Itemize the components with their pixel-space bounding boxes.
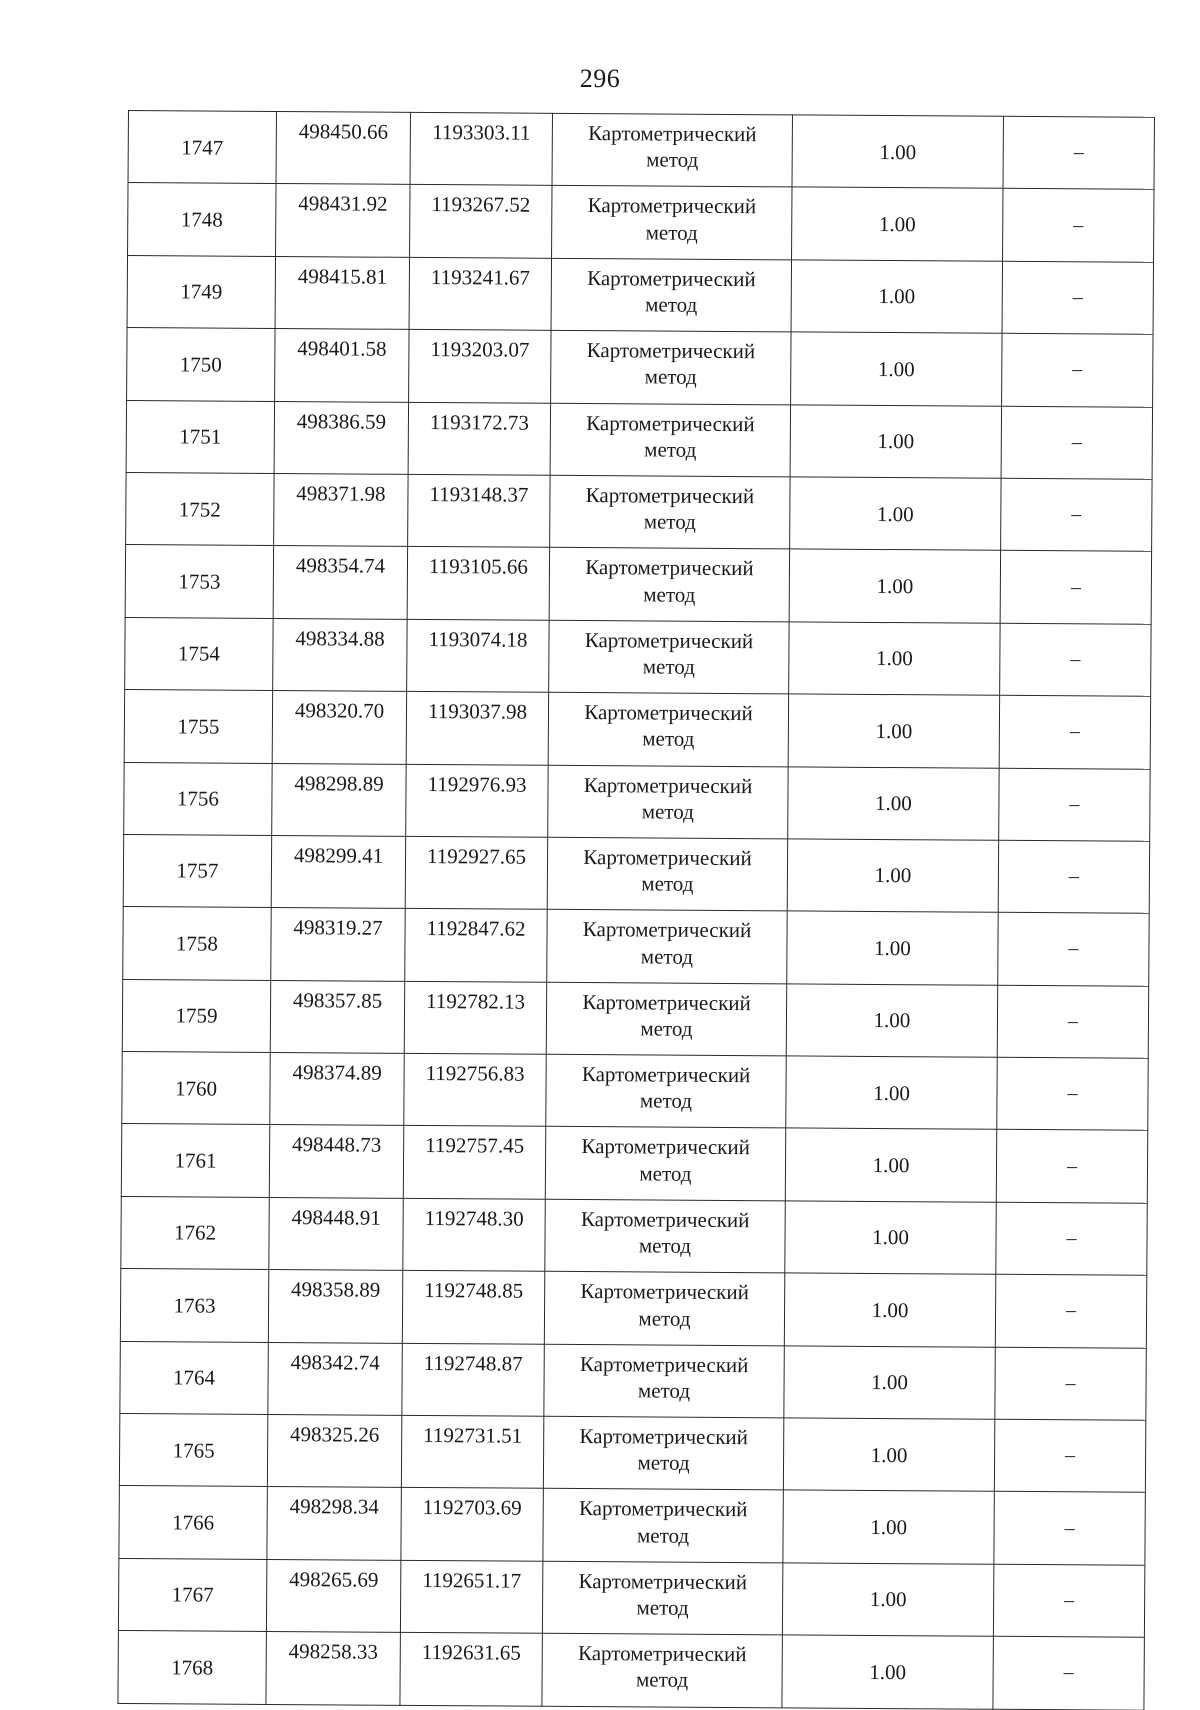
note-cell: – — [996, 1130, 1147, 1203]
point-number-cell: 1751 — [126, 400, 274, 473]
accuracy-cell: 1.00 — [785, 1201, 996, 1275]
table-row — [119, 1414, 1145, 1493]
accuracy-cell: 1.00 — [783, 1418, 994, 1492]
note-cell: – — [996, 1202, 1147, 1275]
table-row — [126, 400, 1152, 479]
note-cell: – — [994, 1419, 1145, 1492]
y-coordinate-cell: 1192748.30 — [403, 1198, 545, 1271]
method-line-1: Картометрический — [583, 844, 752, 871]
y-coordinate-cell: 1193267.52 — [410, 185, 552, 258]
y-coordinate-cell: 1193241.67 — [409, 257, 551, 330]
accuracy-cell: 1.00 — [790, 477, 1001, 551]
accuracy-cell: 1.00 — [783, 1490, 994, 1564]
x-coordinate-cell: 498371.98 — [274, 473, 408, 546]
y-coordinate-cell: 1193203.07 — [409, 330, 551, 403]
method-cell — [542, 1633, 782, 1707]
accuracy-cell: 1.00 — [782, 1563, 993, 1637]
method-line-2: метод — [635, 1667, 689, 1693]
point-number-cell: 1747 — [128, 111, 276, 184]
method-line-1: Картометрический — [579, 1424, 749, 1450]
x-coordinate-cell: 498342.74 — [268, 1342, 402, 1415]
method-line-1: Картометрический — [585, 482, 755, 509]
point-number-cell: 1760 — [122, 1052, 270, 1125]
accuracy-cell: 1.00 — [791, 260, 1002, 334]
note-cell: – — [999, 768, 1150, 841]
method-line-2: метод — [645, 292, 698, 317]
method-line-1: Картометрический — [585, 555, 754, 581]
accuracy-cell: 1.00 — [789, 549, 1000, 623]
x-coordinate-cell: 498298.89 — [272, 763, 406, 836]
y-coordinate-cell: 1192748.87 — [402, 1343, 544, 1416]
y-coordinate-cell: 1192731.51 — [401, 1415, 543, 1488]
note-cell: – — [1001, 478, 1152, 551]
table-row — [124, 690, 1150, 769]
point-number-cell: 1758 — [123, 907, 271, 980]
table-row — [128, 183, 1154, 262]
method-cell — [546, 1054, 786, 1128]
x-coordinate-cell: 498325.26 — [267, 1414, 401, 1487]
note-cell: – — [993, 1564, 1144, 1637]
x-coordinate-cell: 498320.70 — [272, 691, 406, 764]
method-line-1: Картометрический — [582, 989, 751, 1015]
method-cell — [545, 1199, 785, 1273]
accuracy-cell: 1.00 — [785, 1128, 996, 1202]
method-cell — [549, 548, 789, 622]
note-cell: – — [1002, 261, 1153, 334]
method-cell — [548, 692, 788, 766]
method-line-2: метод — [640, 943, 694, 969]
x-coordinate-cell: 498299.41 — [271, 835, 405, 908]
y-coordinate-cell: 1192748.85 — [402, 1271, 544, 1344]
table-row — [123, 834, 1149, 913]
method-cell — [547, 910, 787, 984]
table-row — [127, 328, 1153, 407]
method-line-1: Картометрический — [584, 627, 754, 653]
method-line-2: метод — [641, 799, 694, 824]
point-number-cell: 1754 — [125, 617, 273, 690]
method-line-2: метод — [641, 871, 694, 896]
accuracy-cell: 1.00 — [792, 115, 1003, 189]
x-coordinate-cell: 498265.69 — [266, 1559, 400, 1632]
point-number-cell: 1748 — [128, 183, 276, 256]
method-cell — [550, 475, 790, 549]
point-number-cell: 1756 — [124, 762, 272, 835]
table-row — [122, 1052, 1148, 1131]
method-cell — [551, 330, 791, 404]
point-number-cell: 1764 — [120, 1341, 268, 1414]
accuracy-cell: 1.00 — [789, 622, 1000, 696]
x-coordinate-cell: 498448.91 — [269, 1197, 403, 1270]
note-cell: – — [1000, 623, 1151, 696]
note-cell: – — [998, 840, 1149, 913]
method-line-2: метод — [642, 654, 695, 679]
accuracy-cell: 1.00 — [786, 1056, 997, 1130]
point-number-cell: 1755 — [124, 690, 272, 763]
y-coordinate-cell: 1192757.45 — [403, 1126, 545, 1199]
x-coordinate-cell: 498358.89 — [268, 1270, 402, 1343]
method-line-1: Картометрический — [588, 121, 757, 147]
y-coordinate-cell: 1192651.17 — [400, 1560, 542, 1633]
method-line-2: метод — [637, 1450, 690, 1476]
y-coordinate-cell: 1192703.69 — [401, 1488, 543, 1561]
x-coordinate-cell: 498431.92 — [276, 184, 410, 257]
method-cell — [544, 1344, 784, 1418]
x-coordinate-cell: 498334.88 — [273, 618, 407, 691]
note-cell: – — [994, 1492, 1145, 1565]
note-cell: – — [995, 1347, 1146, 1420]
method-line-2: метод — [642, 726, 695, 752]
point-number-cell: 1768 — [118, 1631, 266, 1704]
method-line-2: метод — [638, 1305, 691, 1331]
note-cell: – — [998, 913, 1149, 986]
method-line-1: Картометрический — [580, 1279, 749, 1305]
table-row — [128, 111, 1154, 190]
method-line-2: метод — [644, 437, 697, 462]
note-cell: – — [1003, 116, 1154, 189]
note-cell: – — [1003, 189, 1154, 262]
table-row — [125, 545, 1151, 624]
point-number-cell: 1767 — [118, 1558, 266, 1631]
y-coordinate-cell: 1192631.65 — [400, 1633, 542, 1706]
table-row — [118, 1558, 1144, 1637]
method-line-1: Картометрический — [587, 265, 756, 291]
x-coordinate-cell: 498448.73 — [269, 1125, 403, 1198]
method-line-2: метод — [640, 1016, 693, 1041]
accuracy-cell: 1.00 — [788, 766, 999, 840]
point-number-cell: 1753 — [125, 545, 273, 618]
method-cell — [549, 620, 789, 694]
note-cell: – — [995, 1275, 1146, 1348]
method-line-2: метод — [643, 582, 696, 607]
table-row — [120, 1269, 1146, 1348]
accuracy-cell: 1.00 — [792, 187, 1003, 261]
x-coordinate-cell: 498374.89 — [270, 1053, 404, 1126]
method-line-2: метод — [636, 1523, 690, 1548]
table-row — [120, 1341, 1146, 1420]
method-line-1: Картометрический — [586, 410, 755, 436]
method-line-1: Картометрический — [584, 700, 753, 726]
accuracy-cell: 1.00 — [791, 332, 1002, 406]
x-coordinate-cell: 498386.59 — [274, 401, 408, 474]
point-number-cell: 1752 — [126, 472, 274, 545]
y-coordinate-cell: 1192756.83 — [404, 1053, 546, 1126]
method-line-2: метод — [639, 1161, 692, 1186]
method-line-1: Картометрический — [578, 1568, 748, 1594]
table-row — [118, 1631, 1144, 1710]
x-coordinate-cell: 498258.33 — [266, 1632, 400, 1705]
method-cell — [545, 1127, 785, 1201]
method-line-2: метод — [645, 220, 698, 245]
y-coordinate-cell: 1193148.37 — [408, 474, 550, 547]
accuracy-cell: 1.00 — [784, 1273, 995, 1347]
point-number-cell: 1750 — [127, 328, 275, 401]
table-row — [124, 762, 1150, 841]
method-line-2: метод — [636, 1595, 689, 1620]
note-cell: – — [1002, 333, 1153, 406]
method-cell — [552, 186, 792, 260]
accuracy-cell: 1.00 — [787, 839, 998, 913]
method-line-2: метод — [643, 509, 696, 534]
accuracy-cell: 1.00 — [782, 1635, 993, 1709]
note-cell: – — [1001, 406, 1152, 479]
accuracy-cell: 1.00 — [784, 1346, 995, 1420]
method-line-2: метод — [638, 1233, 692, 1258]
method-cell — [542, 1561, 782, 1635]
note-cell: – — [997, 985, 1148, 1058]
method-line-2: метод — [644, 364, 697, 390]
y-coordinate-cell: 1192782.13 — [404, 981, 546, 1054]
method-line-1: Картометрический — [579, 1351, 749, 1377]
table-row — [126, 472, 1152, 551]
x-coordinate-cell: 498319.27 — [271, 908, 405, 981]
method-line-1: Картометрический — [583, 772, 753, 798]
table-row — [125, 617, 1151, 696]
method-line-1: Картометрический — [586, 338, 756, 364]
note-cell: – — [997, 1057, 1148, 1130]
y-coordinate-cell: 1193303.11 — [410, 112, 552, 185]
accuracy-cell: 1.00 — [786, 984, 997, 1058]
y-coordinate-cell: 1193172.73 — [408, 402, 550, 475]
method-cell — [548, 765, 788, 839]
y-coordinate-cell: 1192927.65 — [405, 836, 547, 909]
method-line-1: Картометрический — [578, 1496, 748, 1522]
x-coordinate-cell: 498415.81 — [275, 256, 409, 329]
method-cell — [543, 1489, 783, 1563]
method-cell — [552, 113, 792, 187]
y-coordinate-cell: 1192847.62 — [405, 909, 547, 982]
point-number-cell: 1749 — [127, 255, 275, 328]
method-line-1: Картометрический — [581, 1062, 751, 1088]
coordinates-table — [117, 110, 1155, 1710]
point-number-cell: 1759 — [122, 979, 270, 1052]
y-coordinate-cell: 1193105.66 — [407, 547, 549, 620]
accuracy-cell: 1.00 — [788, 694, 999, 768]
table-row — [119, 1486, 1145, 1565]
point-number-cell: 1757 — [123, 834, 271, 907]
table-row — [122, 979, 1148, 1058]
note-cell: – — [999, 695, 1150, 768]
method-cell — [543, 1416, 783, 1490]
accuracy-cell: 1.00 — [790, 404, 1001, 478]
table-row — [121, 1196, 1147, 1275]
method-cell — [551, 258, 791, 332]
page-number: 296 — [579, 64, 621, 93]
method-cell — [547, 837, 787, 911]
point-number-cell: 1762 — [121, 1196, 269, 1269]
point-number-cell: 1765 — [119, 1414, 267, 1487]
method-cell — [546, 982, 786, 1056]
y-coordinate-cell: 1193074.18 — [407, 619, 549, 692]
x-coordinate-cell: 498354.74 — [273, 546, 407, 619]
point-number-cell: 1761 — [121, 1124, 269, 1197]
point-number-cell: 1766 — [119, 1486, 267, 1559]
note-cell: – — [1000, 551, 1151, 624]
note-cell: – — [993, 1636, 1144, 1709]
x-coordinate-cell: 498298.34 — [267, 1487, 401, 1560]
method-line-1: Картометрический — [580, 1206, 750, 1233]
y-coordinate-cell: 1192976.93 — [406, 764, 548, 837]
method-line-2: метод — [637, 1378, 691, 1403]
table-row — [123, 907, 1149, 986]
method-line-1: Картометрический — [581, 1134, 750, 1160]
table-row — [121, 1124, 1147, 1203]
table-row — [127, 255, 1153, 334]
method-line-1: Картометрический — [587, 193, 757, 219]
y-coordinate-cell: 1193037.98 — [406, 691, 548, 764]
method-line-1: Картометрический — [582, 917, 752, 943]
x-coordinate-cell: 498357.85 — [270, 980, 404, 1053]
method-line-2: метод — [639, 1088, 693, 1114]
method-line-1: Картометрический — [577, 1641, 747, 1667]
method-cell — [544, 1272, 784, 1346]
method-cell — [550, 403, 790, 477]
x-coordinate-cell: 498401.58 — [275, 329, 409, 402]
point-number-cell: 1763 — [120, 1269, 268, 1342]
table-body — [118, 111, 1155, 1710]
accuracy-cell: 1.00 — [787, 911, 998, 985]
x-coordinate-cell: 498450.66 — [276, 111, 410, 184]
method-line-2: метод — [646, 147, 699, 173]
